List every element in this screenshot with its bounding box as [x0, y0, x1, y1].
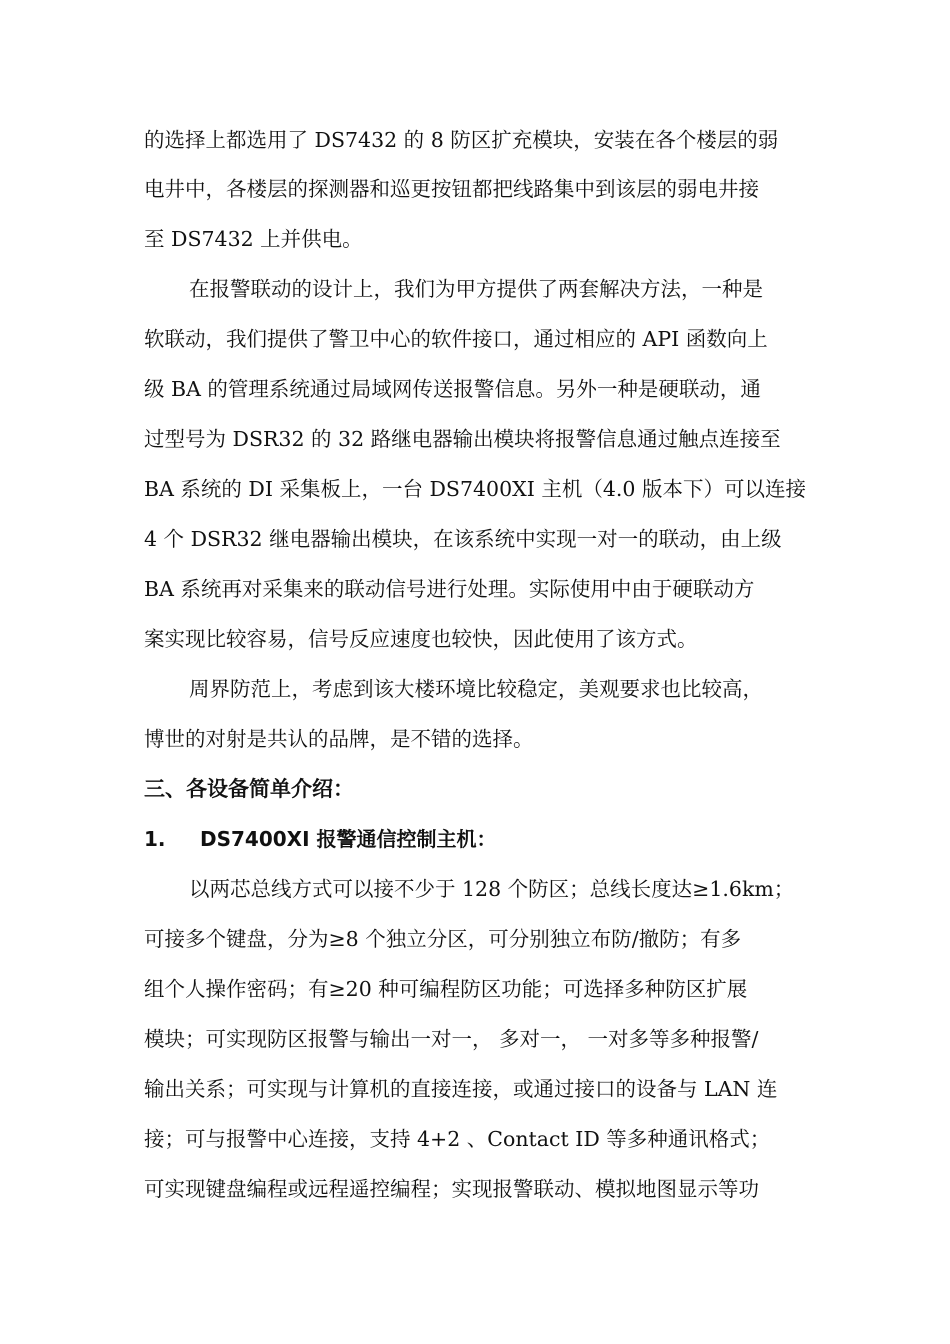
paragraph-line: 过型号为 DSR32 的 32 路继电器输出模块将报警信息通过触点连接至: [144, 427, 781, 451]
paragraph-line: 组个人操作密码；有≥20 种可编程防区功能；可选择多种防区扩展: [144, 977, 748, 1001]
paragraph-line: 的选择上都选用了 DS7432 的 8 防区扩充模块，安装在各个楼层的弱: [144, 128, 779, 152]
paragraph-line: 可接多个键盘，分为≥8 个独立分区，可分别独立布防/撤防；有多: [144, 927, 742, 951]
paragraph-line: 模块；可实现防区报警与输出一对一， 多对一， 一对多等多种报警/: [144, 1027, 759, 1051]
paragraph-line: 电井中，各楼层的探测器和巡更按钮都把线路集中到该层的弱电井接: [144, 177, 759, 201]
subsection-title: DS7400XI 报警通信控制主机：: [200, 827, 497, 851]
paragraph-line: 输出关系；可实现与计算机的直接连接，或通过接口的设备与 LAN 连: [144, 1077, 778, 1101]
paragraph-line: 案实现比较容易，信号反应速度也较快，因此使用了该方式。: [144, 627, 698, 651]
paragraph-line: BA 系统再对采集来的联动信号进行处理。实际使用中由于硬联动方: [144, 577, 755, 601]
paragraph-line: 至 DS7432 上并供电。: [144, 227, 363, 251]
paragraph-line: BA 系统的 DI 采集板上，一台 DS7400XI 主机（4.0 版本下）可以连接: [144, 477, 806, 501]
paragraph-line: 以两芯总线方式可以接不少于 128 个防区；总线长度达≥1.6km；: [189, 877, 795, 901]
paragraph-line: 软联动，我们提供了警卫中心的软件接口，通过相应的 API 函数向上: [144, 327, 768, 351]
paragraph-line: 博世的对射是共认的品牌，是不错的选择。: [144, 727, 534, 751]
paragraph-line: 可实现键盘编程或远程遥控编程；实现报警联动、模拟地图显示等功: [144, 1177, 759, 1201]
paragraph-line: 周界防范上，考虑到该大楼环境比较稳定，美观要求也比较高，: [189, 677, 763, 701]
paragraph-line: 接；可与报警中心连接，支持 4+2 、Contact ID 等多种通讯格式；: [144, 1127, 771, 1151]
paragraph-line: 级 BA 的管理系统通过局域网传送报警信息。另外一种是硬联动，通: [144, 377, 761, 401]
paragraph-line: 4 个 DSR32 继电器输出模块，在该系统中实现一对一的联动，由上级: [144, 527, 782, 551]
paragraph-line: 在报警联动的设计上，我们为甲方提供了两套解决方法，一种是: [189, 277, 763, 301]
section-heading: 三、各设备简单介绍：: [144, 777, 354, 801]
subsection-number: 1.: [144, 827, 166, 851]
